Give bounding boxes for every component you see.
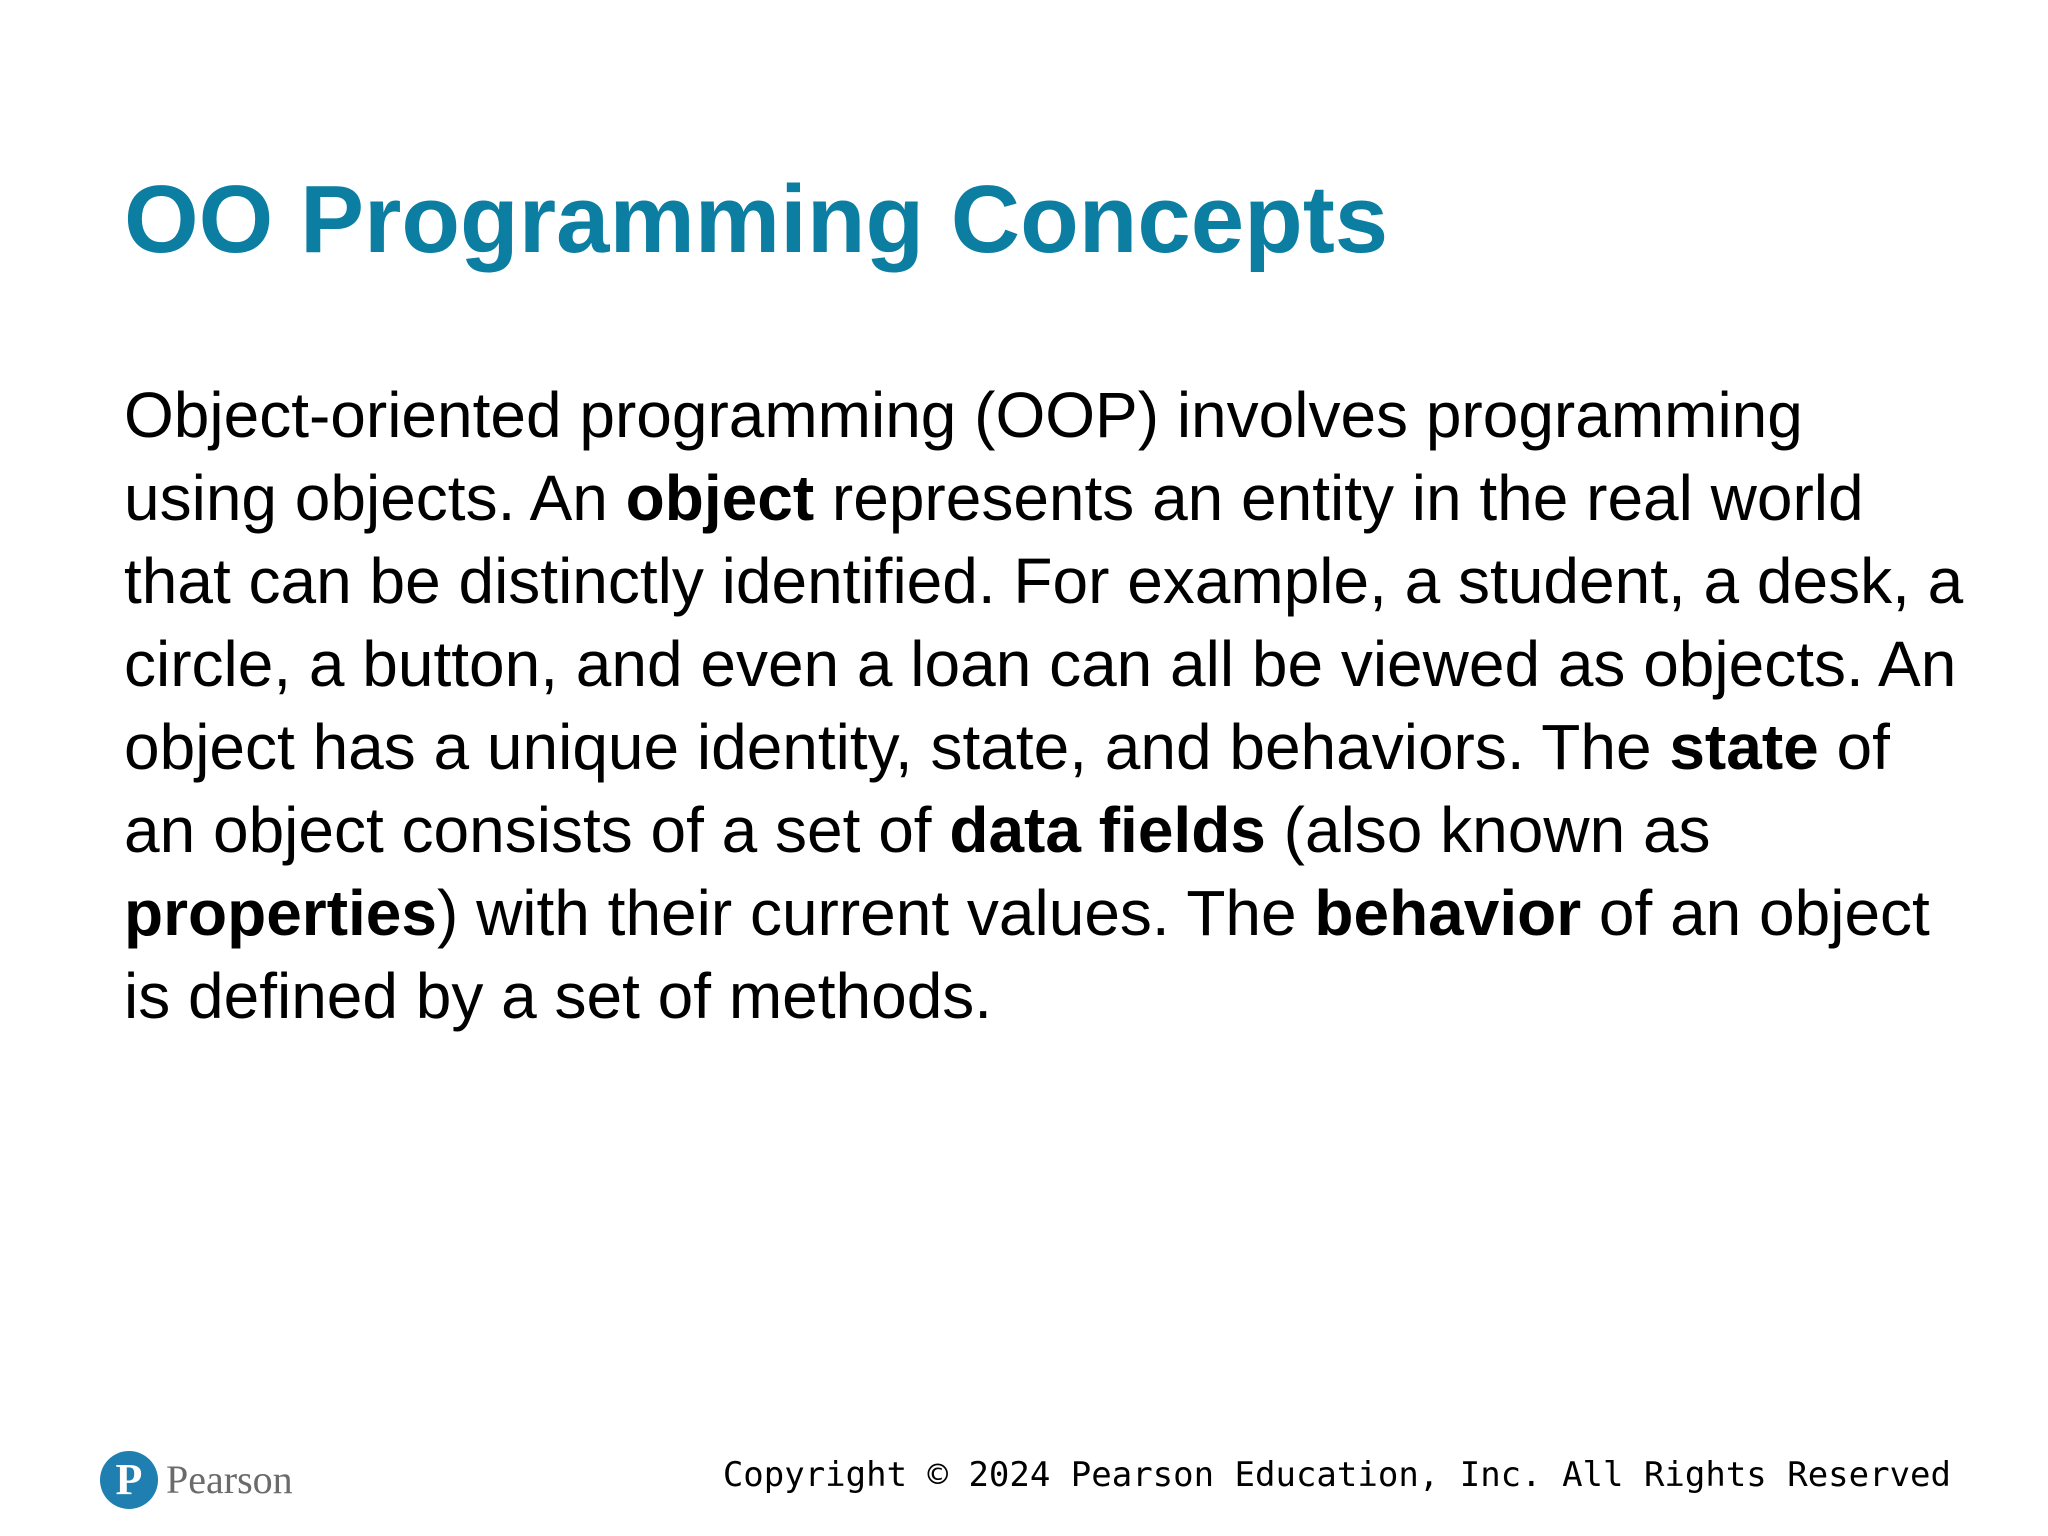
- body-text-segment: ) with their current values. The: [436, 877, 1315, 949]
- body-text-segment: of an object is defined by a set of methods.: [124, 877, 1930, 1032]
- copyright-notice: Copyright © 2024 Pearson Education, Inc. All Rights Reserved: [722, 1455, 1951, 1495]
- pearson-logo: [100, 1451, 293, 1509]
- term-behavior: behavior: [1314, 877, 1582, 949]
- pearson-logo-wordmark: Pearson: [166, 1457, 293, 1502]
- slide-body-text: [124, 374, 1964, 1038]
- term-data-fields: data fields: [949, 794, 1266, 866]
- term-object: object: [625, 462, 815, 534]
- body-text-segment: of an object consists of a set of: [124, 711, 1890, 866]
- body-text-segment: Object-oriented programming (OOP) involves programming using objects. An: [124, 379, 1803, 534]
- pearson-logo-icon: [100, 1451, 158, 1509]
- pearson-logo-letter: P: [115, 1455, 143, 1504]
- term-properties: properties: [124, 877, 437, 949]
- slide-title: OO Programming Concepts: [124, 166, 1389, 273]
- body-text-segment: (also known as: [1265, 794, 1711, 866]
- body-text-segment: represents an entity in the real world that can be distinctly identified. For example, a student, a desk, a circle, a button, and even a loan can all be viewed as objects. An object has a unique identity, state, and behaviors. The: [124, 462, 1964, 783]
- term-state: state: [1669, 711, 1819, 783]
